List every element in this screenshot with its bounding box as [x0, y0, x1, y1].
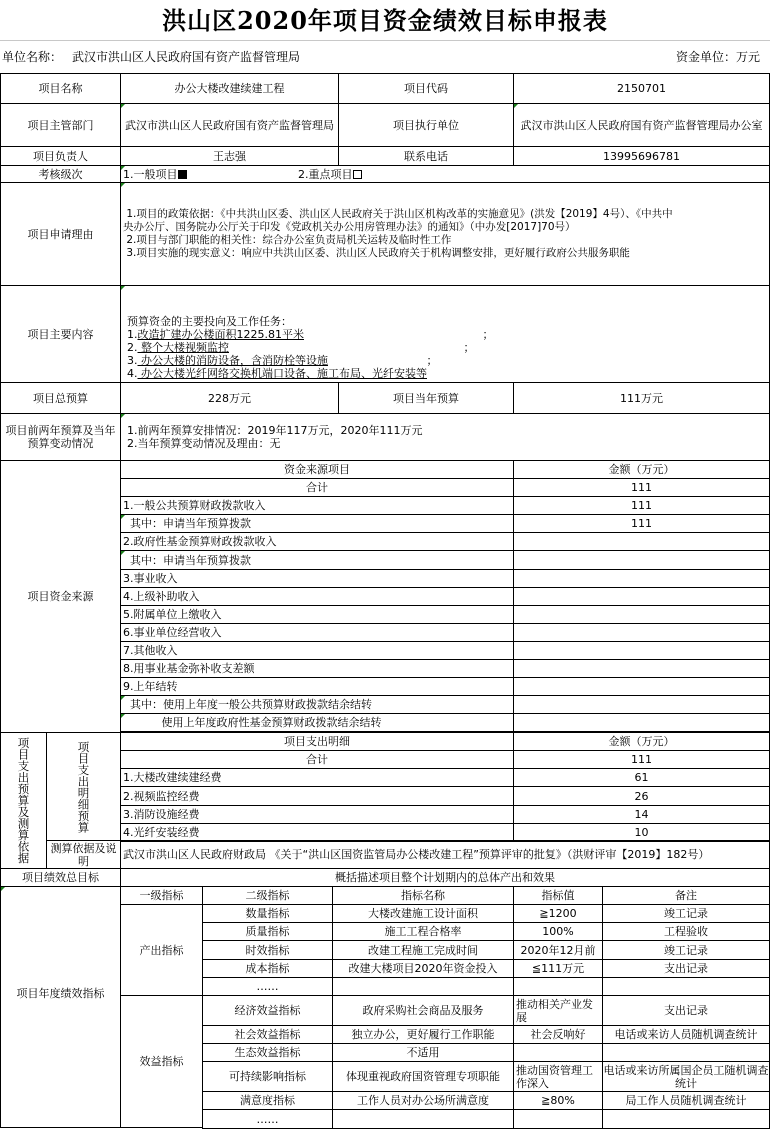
reason-text — [120, 182, 770, 286]
dept-value: 武汉市洪山区人民政府国有资产监督管理局 — [120, 103, 339, 147]
output-name — [332, 977, 514, 996]
leader-value: 王志强 — [120, 146, 339, 166]
output-l2: 成本指标 — [202, 959, 333, 978]
funding-amount — [513, 677, 770, 696]
current-budget-label: 项目当年预算 — [338, 382, 514, 414]
funding-amount — [513, 587, 770, 606]
phone-value: 13995696781 — [513, 146, 770, 166]
expense-outer-label — [0, 732, 47, 869]
funding-amount — [513, 695, 770, 714]
benefit-name — [332, 1109, 514, 1129]
funding-item: 2.政府性基金预算财政拨款收入 — [120, 532, 514, 551]
expense-inner-label — [46, 732, 121, 841]
funding-amount: 111 — [513, 496, 770, 515]
expense-outer-label-text: 项目支出预算及测算依据 — [16, 737, 31, 864]
output-note: 竣工记录 — [602, 904, 770, 923]
expense-item: 3.消防设施经费 — [120, 805, 514, 824]
expense-item: 2.视频监控经费 — [120, 786, 514, 806]
output-l2: …… — [202, 977, 333, 996]
project-name-label: 项目名称 — [0, 73, 121, 104]
benefit-indicator-label: 效益指标 — [120, 995, 203, 1128]
benefit-note: 电话或来访所属国企员工随机调查统计 — [602, 1061, 770, 1092]
content-item: 2. 整个大楼视频监控 ； — [127, 341, 475, 354]
benefit-note — [602, 1043, 770, 1062]
history-line: 2.当年预算变动情况及理由：无 — [127, 437, 281, 450]
content-item: 4. 办公大楼光纤网络交换机端口设备、施工布局、光纤安装等 — [127, 367, 427, 380]
benefit-value: 推动相关产业发展 — [513, 995, 603, 1026]
funding-item: 其中：使用上年度一般公共预算财政拨款结余结转 — [120, 695, 514, 714]
funding-amount — [513, 532, 770, 551]
reason-line: 2.项目与部门职能的相关性：综合办公室负责局机关运转及临时性工作 — [123, 234, 452, 246]
benefit-name: 工作人员对办公场所满意度 — [332, 1091, 514, 1110]
expense-item: 合计 — [120, 750, 514, 769]
benefit-note: 局工作人员随机调查统计 — [602, 1091, 770, 1110]
leader-label: 项目负责人 — [0, 146, 121, 166]
funding-item: 7.其他收入 — [120, 641, 514, 660]
level-options — [120, 165, 770, 183]
output-note: 竣工记录 — [602, 940, 770, 960]
output-l2: 质量指标 — [202, 922, 333, 941]
funding-item: 8.用事业基金弥补收支差额 — [120, 659, 514, 678]
benefit-value — [513, 1109, 603, 1129]
benefit-name: 独立办公，更好履行工作职能 — [332, 1025, 514, 1044]
benefit-l2: 社会效益指标 — [202, 1025, 333, 1044]
expense-item: 1.大楼改建续建经费 — [120, 768, 514, 787]
unit-label: 单位名称： — [2, 49, 63, 64]
unit-name: 武汉市洪山区人民政府国有资产监督管理局 — [72, 49, 301, 64]
content-item: 3. 办公大楼的消防设备，含消防栓等设施 ； — [127, 354, 438, 367]
project-code-value: 2150701 — [513, 73, 770, 104]
funding-amount — [513, 641, 770, 660]
total-budget-value: 228万元 — [120, 382, 339, 414]
benefit-value: ≧80% — [513, 1091, 603, 1110]
goal-text: 概括描述项目整个计划期内的总体产出和效果 — [120, 868, 770, 887]
funding-amount: 111 — [513, 478, 770, 497]
benefit-name: 政府采购社会商品及服务 — [332, 995, 514, 1026]
output-note: 工程验收 — [602, 922, 770, 941]
expense-amount: 10 — [513, 823, 770, 842]
benefit-note: 支出记录 — [602, 995, 770, 1026]
funding-item: 合计 — [120, 478, 514, 497]
basis-text: 武汉市洪山区人民政府财政局 《关于“洪山区国资监管局办公楼改建工程”预算评审的批复》（洪财评审【2019】182号） — [120, 840, 770, 869]
benefit-name: 不适用 — [332, 1043, 514, 1062]
checked-box-icon — [178, 170, 187, 179]
benefit-value — [513, 1043, 603, 1062]
dept-label: 项目主管部门 — [0, 103, 121, 147]
expense-amount: 26 — [513, 786, 770, 806]
output-name: 大楼改建施工设计面积 — [332, 904, 514, 923]
funding-item: 使用上年度政府性基金预算财政拨款结余结转 — [120, 713, 514, 732]
benefit-name: 体现重视政府国资管理专项职能 — [332, 1061, 514, 1092]
project-name-value: 办公大楼改建续建工程 — [120, 73, 339, 104]
funding-amount — [513, 605, 770, 624]
funding-amount — [513, 569, 770, 588]
level-label: 考核级次 — [0, 165, 121, 183]
funding-item: 其中：申请当年预算拨款 — [120, 514, 514, 533]
output-l2: 数量指标 — [202, 904, 333, 923]
expense-inner-label-text: 项目支出明细预算 — [76, 740, 91, 833]
history-label: 项目前两年预算及当年预算变动情况 — [0, 413, 121, 461]
reason-line: 3.项目实施的现实意义：响应中共洪山区委、洪山区人民政府关于机构调整安排，更好履行政府公共服务职能 — [123, 247, 630, 259]
indicator-header-value: 指标值 — [513, 886, 603, 905]
indicator-header-l1: 一级指标 — [120, 886, 203, 905]
output-note — [602, 977, 770, 996]
exec-unit-value: 武汉市洪山区人民政府国有资产监督管理局办公室 — [513, 103, 770, 147]
level-option-general[interactable] — [123, 168, 298, 181]
currency-unit: 资金单位：万元 — [675, 49, 760, 64]
basis-label: 测算依据及说明 — [46, 840, 121, 869]
level-option-key-label: 2.重点项目 — [298, 167, 353, 181]
content-intro: 预算资金的主要投向及工作任务： — [127, 315, 292, 328]
goal-label: 项目绩效总目标 — [0, 868, 121, 887]
indicator-header-note: 备注 — [602, 886, 770, 905]
funding-amount — [513, 659, 770, 678]
benefit-l2: 可持续影响指标 — [202, 1061, 333, 1092]
funding-item: 4.上级补助收入 — [120, 587, 514, 606]
funding-item: 5.附属单位上缴收入 — [120, 605, 514, 624]
total-budget-label: 项目总预算 — [0, 382, 121, 414]
expense-amount: 61 — [513, 768, 770, 787]
expense-amount: 14 — [513, 805, 770, 824]
reason-label: 项目申请理由 — [0, 182, 121, 286]
expense-col-amount: 金额（万元） — [513, 732, 770, 751]
output-value: 100% — [513, 922, 603, 941]
benefit-note — [602, 1109, 770, 1129]
funding-amount: 111 — [513, 514, 770, 533]
content-label: 项目主要内容 — [0, 285, 121, 383]
funding-col-item: 资金来源项目 — [120, 460, 514, 479]
funding-amount — [513, 713, 770, 732]
funding-col-amount: 金额（万元） — [513, 460, 770, 479]
history-line: 1.前两年预算安排情况：2019年117万元，2020年111万元 — [127, 424, 423, 437]
output-l2: 时效指标 — [202, 940, 333, 960]
benefit-l2: …… — [202, 1109, 333, 1129]
level-option-key[interactable] — [298, 168, 362, 181]
history-text — [120, 413, 770, 461]
output-value: 2020年12月前 — [513, 940, 603, 960]
expense-item: 4.光纤安装经费 — [120, 823, 514, 842]
page-title: 洪山区2020年项目资金绩效目标申报表 — [162, 5, 608, 35]
expense-col-item: 项目支出明细 — [120, 732, 514, 751]
output-value: ≦111万元 — [513, 959, 603, 978]
current-budget-value: 111万元 — [513, 382, 770, 414]
benefit-value: 推动国资管理工作深入 — [513, 1061, 603, 1092]
funding-item: 1.一般公共预算财政拨款收入 — [120, 496, 514, 515]
funding-item: 3.事业收入 — [120, 569, 514, 588]
exec-unit-label: 项目执行单位 — [338, 103, 514, 147]
indicator-header-name: 指标名称 — [332, 886, 514, 905]
level-option-general-label: 1.一般项目 — [123, 167, 178, 181]
content-item: 1.改造扩建办公楼面积1225.81平米 ； — [127, 328, 494, 341]
benefit-note: 电话或来访人员随机调查统计 — [602, 1025, 770, 1044]
output-note: 支出记录 — [602, 959, 770, 978]
output-name: 改建大楼项目2020年资金投入 — [332, 959, 514, 978]
indicator-header-l2: 二级指标 — [202, 886, 333, 905]
benefit-l2: 生态效益指标 — [202, 1043, 333, 1062]
content-text — [120, 285, 770, 383]
output-name: 施工工程合格率 — [332, 922, 514, 941]
funding-item: 6.事业单位经营收入 — [120, 623, 514, 642]
funding-item: 其中：申请当年预算拨款 — [120, 550, 514, 570]
unchecked-box-icon — [353, 170, 362, 179]
benefit-value: 社会反响好 — [513, 1025, 603, 1044]
funding-item: 9.上年结转 — [120, 677, 514, 696]
benefit-l2: 经济效益指标 — [202, 995, 333, 1026]
benefit-l2: 满意度指标 — [202, 1091, 333, 1110]
phone-label: 联系电话 — [338, 146, 514, 166]
funding-amount — [513, 550, 770, 570]
expense-amount: 111 — [513, 750, 770, 769]
output-value — [513, 977, 603, 996]
project-code-label: 项目代码 — [338, 73, 514, 104]
output-value: ≧1200 — [513, 904, 603, 923]
reason-line: 央办公厅、国务院办公厅关于印发《党政机关办公用房管理办法》的通知》（中办发[2017]70号） — [123, 221, 576, 233]
indicators-label: 项目年度绩效指标 — [0, 886, 121, 1128]
output-indicator-label: 产出指标 — [120, 904, 203, 996]
output-name: 改建工程施工完成时间 — [332, 940, 514, 960]
funding-amount — [513, 623, 770, 642]
reason-line: 1.项目的政策依据：《中共洪山区委、洪山区人民政府关于洪山区机构改革的实施意见》(洪发【2019】4号）、《中共中 — [123, 208, 673, 220]
funding-label: 项目资金来源 — [0, 460, 121, 733]
